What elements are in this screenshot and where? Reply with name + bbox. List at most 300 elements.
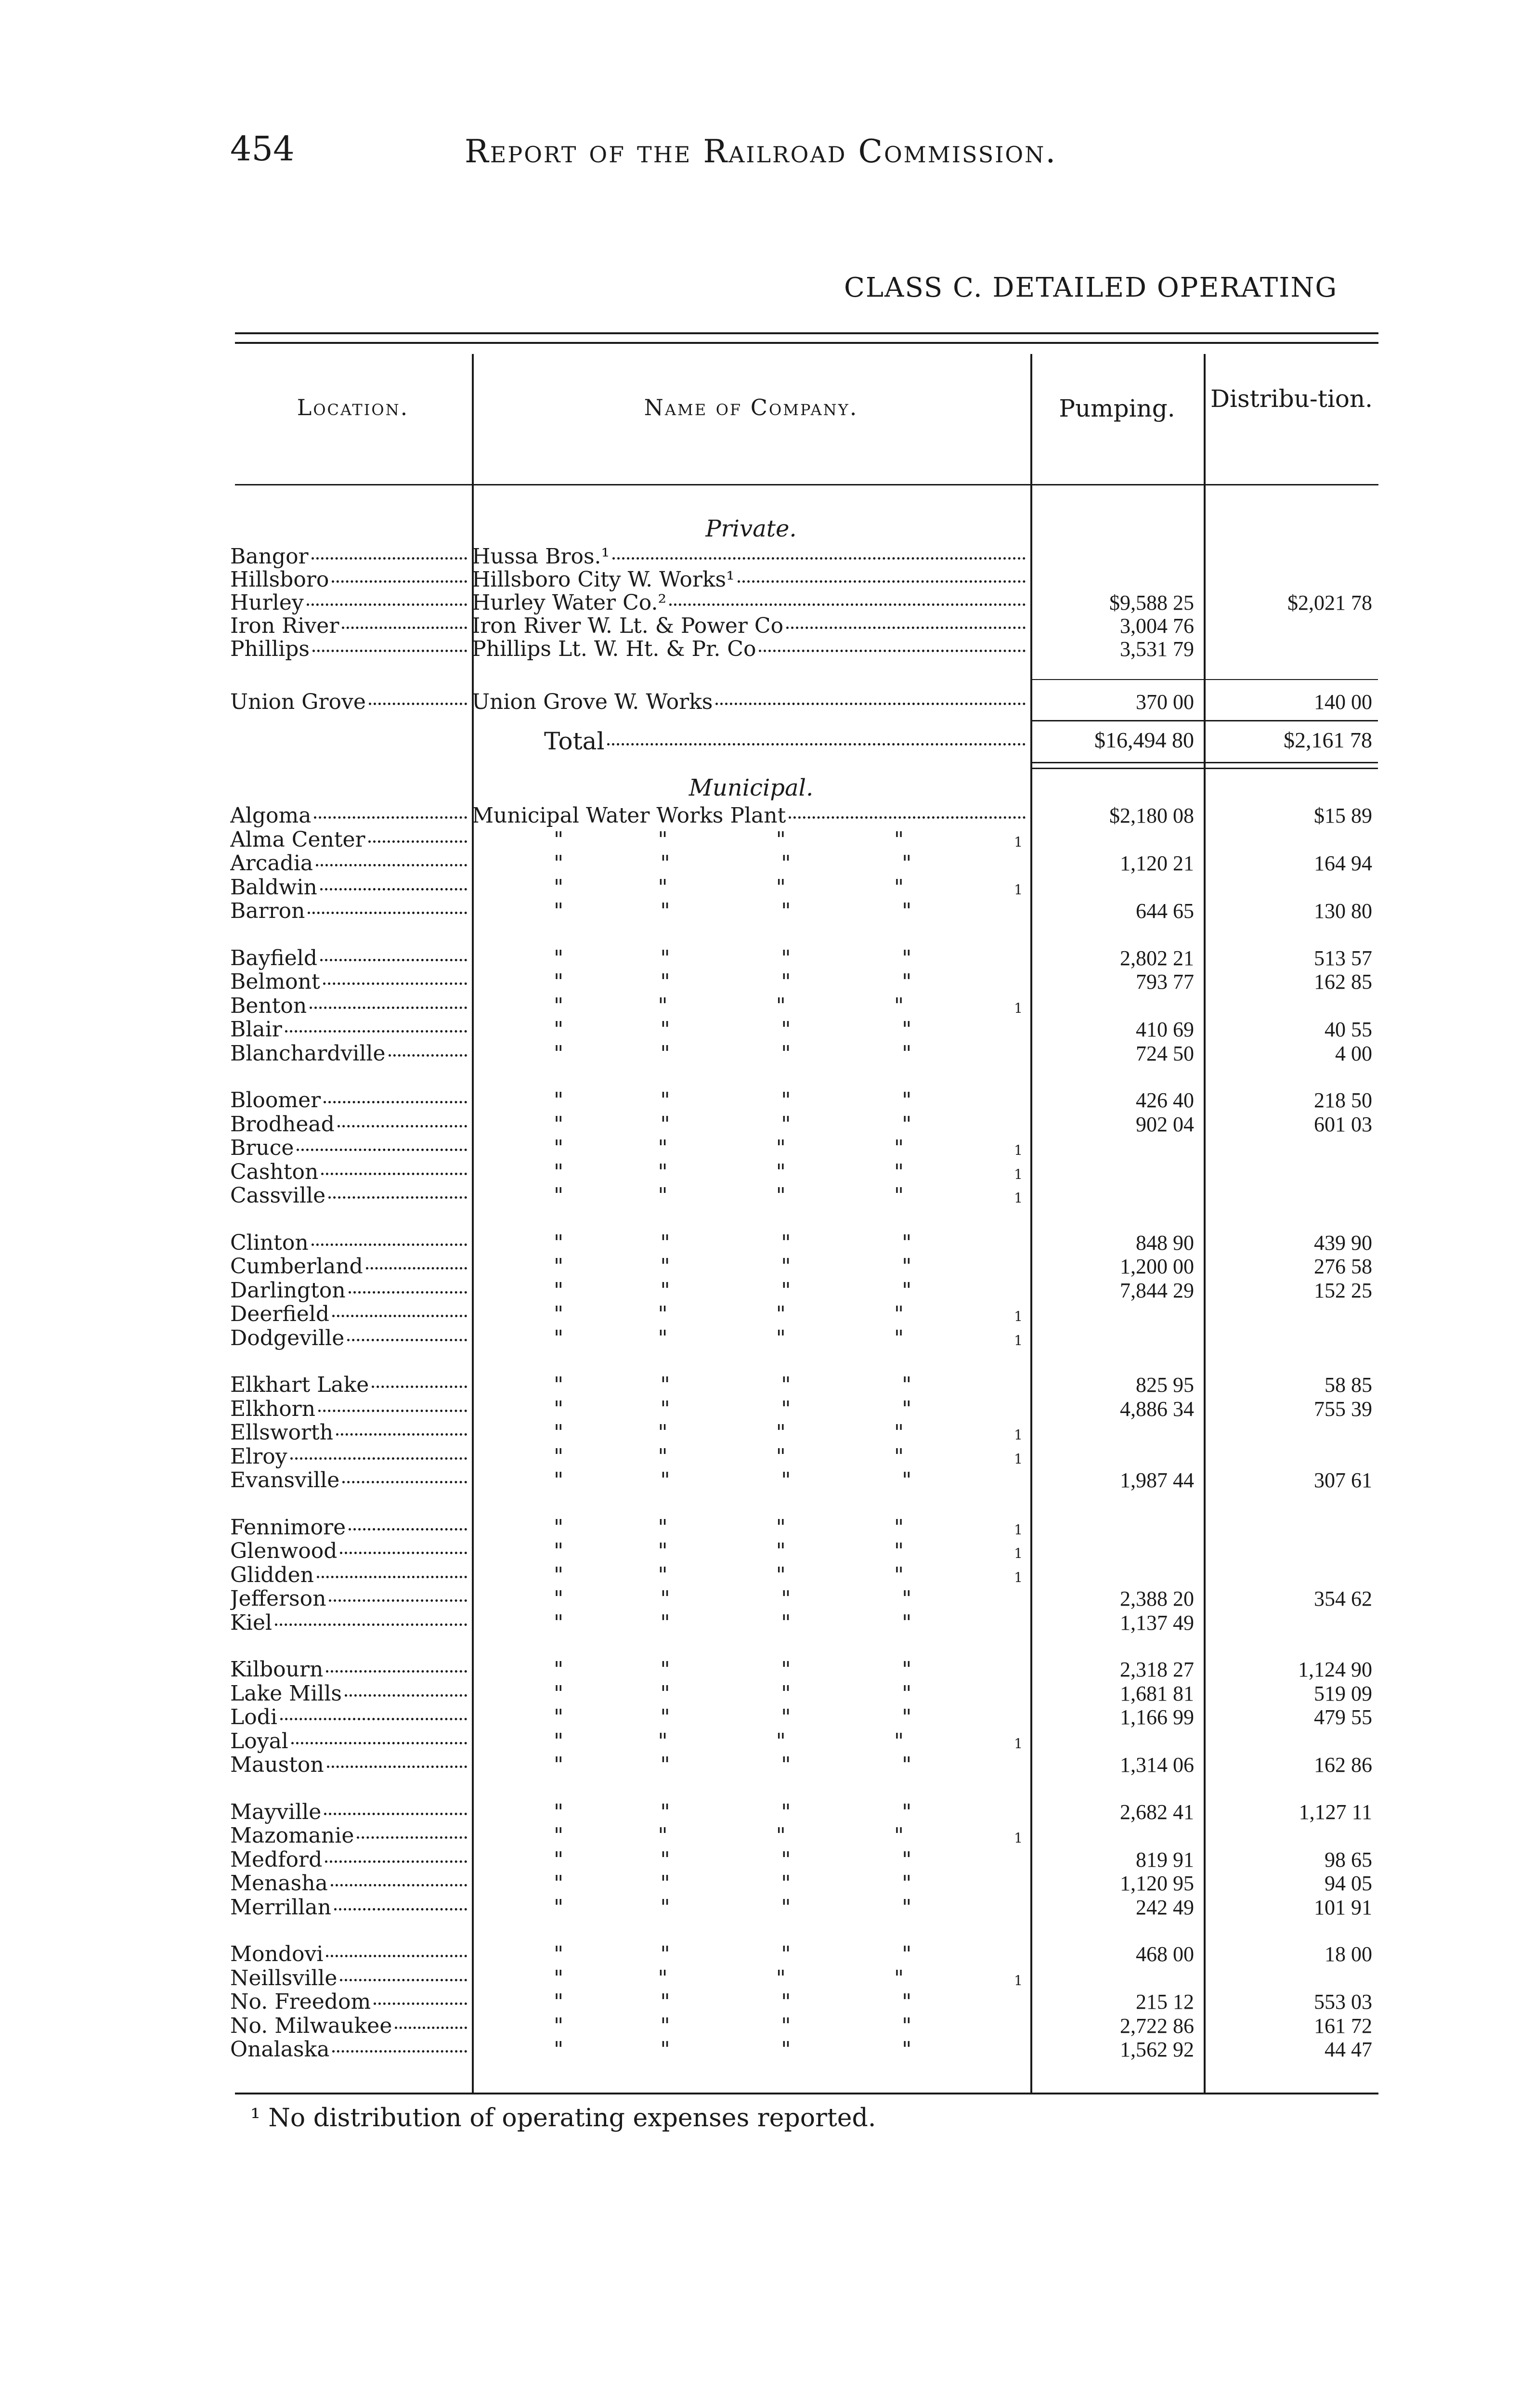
location-cell-text: Bloomer <box>230 1088 321 1112</box>
company-cell <box>472 803 1026 828</box>
ditto-mark: " <box>658 1823 668 1848</box>
location-cell <box>230 1515 467 1540</box>
distribution-cell-value: 18 00 <box>1325 1942 1372 1966</box>
ditto-mark: " <box>554 1895 564 1920</box>
ditto-cell <box>554 1586 1026 1611</box>
ditto-mark: " <box>781 1041 791 1066</box>
pumping-cell-value: 2,682 41 <box>1120 1800 1194 1824</box>
pumping-cell <box>1035 2014 1194 2038</box>
location-cell-text: Lake Mills <box>230 1681 342 1706</box>
ditto-mark: " <box>660 1278 670 1303</box>
pumping-cell-value: 1,987 44 <box>1120 1468 1194 1492</box>
location-cell <box>230 1823 467 1848</box>
ditto-mark: " <box>660 1681 670 1706</box>
ditto-mark: " <box>554 1753 564 1777</box>
ditto-mark: " <box>894 827 904 852</box>
col-divider-3 <box>1204 354 1206 2093</box>
ditto-mark: " <box>554 1729 564 1754</box>
pumping-cell-value: 1,120 21 <box>1120 851 1194 875</box>
ditto-mark: " <box>781 1088 791 1112</box>
ditto-mark: " <box>781 969 791 994</box>
ditto-mark: " <box>902 1800 912 1824</box>
leader-dots <box>307 603 467 606</box>
distribution-cell <box>1208 1326 1372 1328</box>
location-cell-text: Elkhorn <box>230 1397 316 1421</box>
ditto-mark: " <box>554 827 564 852</box>
location-cell-text: Blair <box>230 1017 282 1042</box>
location-cell-text: Blanchardville <box>230 1041 386 1066</box>
ditto-mark: " <box>902 969 912 994</box>
distribution-cell-value: 58 85 <box>1325 1373 1372 1397</box>
location-cell <box>230 1302 467 1326</box>
leader-dots <box>389 1054 467 1057</box>
leader-dots <box>314 816 467 819</box>
distribution-cell <box>1208 1966 1372 1968</box>
footnote-ref: 1 <box>1014 1190 1023 1206</box>
ditto-mark: " <box>660 1610 670 1635</box>
leader-dots <box>786 627 1026 629</box>
ditto-mark: " <box>660 2037 670 2062</box>
distribution-cell-value: 101 91 <box>1314 1896 1372 1919</box>
leader-dots <box>789 816 1026 819</box>
ditto-cell <box>554 827 1026 852</box>
ditto-cell <box>554 1230 1026 1255</box>
pumping-cell <box>1035 969 1194 994</box>
ditto-mark: " <box>776 1136 786 1160</box>
distribution-cell <box>1208 1160 1372 1162</box>
distribution-cell <box>1208 2014 1372 2038</box>
location-cell-text: Darlington <box>230 1278 346 1303</box>
distribution-cell-value: 98 65 <box>1325 1848 1372 1871</box>
company-cell <box>472 614 1026 638</box>
location-cell <box>230 946 467 970</box>
distribution-cell-value: 164 94 <box>1314 851 1372 875</box>
ditto-mark: " <box>554 1278 564 1303</box>
company-cell <box>472 590 1026 615</box>
pumping-cell <box>1035 1753 1194 1777</box>
ditto-mark: " <box>902 1230 912 1255</box>
pumping-cell <box>1035 1302 1194 1304</box>
leader-dots <box>310 1007 467 1009</box>
ditto-mark: " <box>660 1397 670 1421</box>
location-cell-text: Kilbourn <box>230 1657 324 1682</box>
location-cell-text: Alma Center <box>230 827 365 852</box>
ditto-mark: " <box>554 875 564 900</box>
leader-dots <box>332 1315 467 1317</box>
ditto-mark: " <box>902 1705 912 1729</box>
ditto-mark: " <box>902 1088 912 1112</box>
distribution-cell <box>1208 875 1372 877</box>
leader-dots <box>291 1742 467 1744</box>
ditto-mark: " <box>554 1183 564 1208</box>
location-cell <box>230 1373 467 1397</box>
pumping-cell <box>1035 946 1194 970</box>
ditto-mark: " <box>776 1420 786 1445</box>
location-cell <box>230 1966 467 1990</box>
distribution-cell-value: 162 85 <box>1314 970 1372 994</box>
location-cell-text: Hillsboro <box>230 567 329 592</box>
ditto-mark: " <box>660 1895 670 1920</box>
ditto-mark: " <box>894 1539 904 1563</box>
leader-dots <box>345 1694 467 1697</box>
distribution-cell-value: 4 00 <box>1335 1042 1372 1065</box>
distribution-cell-value: 140 00 <box>1314 690 1372 714</box>
location-cell-text: Phillips <box>230 637 310 661</box>
distribution-cell <box>1208 1586 1372 1611</box>
ditto-mark: " <box>554 1942 564 1966</box>
company-cell-text: Phillips Lt. W. Ht. & Pr. Co <box>472 637 756 661</box>
distribution-cell-value: 1,127 11 <box>1299 1800 1372 1824</box>
leader-dots <box>318 1410 467 1412</box>
ditto-mark: " <box>894 1302 904 1326</box>
pumping-cell <box>1035 1563 1194 1565</box>
ditto-cell <box>554 1397 1026 1421</box>
pumping-cell <box>1035 994 1194 996</box>
location-cell <box>230 1800 467 1824</box>
ditto-mark: " <box>776 1160 786 1184</box>
footnote-ref: 1 <box>1014 1333 1023 1348</box>
distribution-cell <box>1208 1895 1372 1920</box>
location-cell-text: Elkhart Lake <box>230 1373 369 1397</box>
ditto-mark: " <box>554 1681 564 1706</box>
distribution-cell <box>1208 1468 1372 1492</box>
pumping-cell-value: 370 00 <box>1136 690 1194 714</box>
ditto-mark: " <box>781 1254 791 1279</box>
location-cell <box>230 690 467 714</box>
ditto-mark: " <box>658 1160 668 1184</box>
ditto-mark: " <box>902 2014 912 2038</box>
ditto-mark: " <box>894 1563 904 1587</box>
pumping-cell <box>1035 1657 1194 1682</box>
pumping-cell <box>1035 1705 1194 1729</box>
pumping-cell <box>1035 851 1194 876</box>
location-cell-text: Dodgeville <box>230 1326 345 1350</box>
pumping-cell-value: 3,004 76 <box>1120 614 1194 638</box>
ditto-cell <box>554 1966 1026 1990</box>
leader-dots <box>320 959 467 961</box>
pumping-cell <box>1035 1230 1194 1255</box>
ditto-mark: " <box>554 1610 564 1635</box>
ditto-mark: " <box>894 1444 904 1469</box>
ditto-mark: " <box>658 1966 668 1990</box>
location-cell <box>230 1539 467 1563</box>
pumping-cell-value: 902 04 <box>1136 1112 1194 1136</box>
location-cell-text: Union Grove <box>230 690 366 714</box>
leader-dots <box>297 1149 467 1151</box>
location-cell-text: Ellsworth <box>230 1420 334 1445</box>
location-cell-text: Lodi <box>230 1705 277 1729</box>
location-cell <box>230 1681 467 1706</box>
leader-dots <box>275 1623 467 1626</box>
location-cell-text: Benton <box>230 994 307 1018</box>
location-cell <box>230 590 467 615</box>
pumping-cell <box>1035 2037 1194 2062</box>
company-cell <box>472 544 1026 569</box>
subtotal-rule <box>1030 679 1378 680</box>
leader-dots <box>369 703 467 705</box>
company-cell <box>472 690 1026 714</box>
pumping-cell <box>1035 1468 1194 1492</box>
leader-dots <box>334 1908 467 1911</box>
leader-dots <box>326 1670 467 1673</box>
location-cell-text: Evansville <box>230 1468 340 1492</box>
ditto-mark: " <box>902 1468 912 1492</box>
pumping-cell-value: 1,681 81 <box>1120 1682 1194 1705</box>
pumping-cell <box>1035 1895 1194 1920</box>
location-cell-text: Cassville <box>230 1183 326 1208</box>
distribution-cell <box>1208 1539 1372 1541</box>
leader-dots <box>328 1196 467 1199</box>
distribution-cell <box>1208 1136 1372 1138</box>
ditto-mark: " <box>776 1563 786 1587</box>
location-cell-text: Bayfield <box>230 946 318 970</box>
ditto-mark: " <box>554 1397 564 1421</box>
leader-dots <box>395 2027 467 2029</box>
ditto-cell <box>554 1278 1026 1303</box>
pumping-cell <box>1035 1041 1194 1066</box>
pumping-cell <box>1035 899 1194 923</box>
leader-dots <box>280 1718 467 1720</box>
ditto-mark: " <box>781 851 791 876</box>
distribution-cell-value: 553 03 <box>1314 1990 1372 2014</box>
location-cell <box>230 637 467 661</box>
ditto-cell <box>554 969 1026 994</box>
ditto-mark: " <box>660 899 670 923</box>
ditto-mark: " <box>554 1539 564 1563</box>
footnote-ref: 1 <box>1014 1309 1023 1324</box>
ditto-mark: " <box>781 1681 791 1706</box>
ditto-cell <box>554 1705 1026 1729</box>
pumping-cell-value: 242 49 <box>1136 1896 1194 1919</box>
distribution-cell <box>1208 827 1372 830</box>
ditto-mark: " <box>660 1753 670 1777</box>
ditto-mark: " <box>658 1515 668 1540</box>
ditto-mark: " <box>554 1847 564 1872</box>
location-cell-text: Onalaska <box>230 2037 330 2062</box>
ditto-mark: " <box>554 851 564 876</box>
distribution-cell <box>1208 994 1372 996</box>
ditto-mark: " <box>660 1871 670 1896</box>
ditto-mark: " <box>781 946 791 970</box>
location-cell <box>230 1041 467 1066</box>
ditto-mark: " <box>554 1112 564 1137</box>
ditto-mark: " <box>658 1729 668 1754</box>
location-cell-text: Jefferson <box>230 1586 326 1611</box>
ditto-mark: " <box>781 1942 791 1966</box>
footnote-ref: 1 <box>1014 834 1023 850</box>
leader-dots <box>321 1173 467 1175</box>
ditto-cell <box>554 1326 1026 1350</box>
pumping-cell <box>1035 1729 1194 1731</box>
distribution-cell-value: 40 55 <box>1325 1018 1372 1041</box>
pumping-cell <box>1035 1871 1194 1896</box>
pumping-cell-value: 2,318 27 <box>1120 1658 1194 1681</box>
pumping-cell-value: 825 95 <box>1136 1373 1194 1397</box>
distribution-cell <box>1208 899 1372 923</box>
ditto-mark: " <box>658 1444 668 1469</box>
distribution-cell <box>1208 1397 1372 1421</box>
ditto-mark: " <box>776 1729 786 1754</box>
ditto-mark: " <box>902 1397 912 1421</box>
ditto-mark: " <box>660 1017 670 1042</box>
ditto-mark: " <box>554 1373 564 1397</box>
distribution-cell <box>1208 1041 1372 1066</box>
location-cell <box>230 969 467 994</box>
pumping-cell <box>1035 637 1194 661</box>
location-cell-text: Glidden <box>230 1563 314 1587</box>
ditto-mark: " <box>554 1800 564 1824</box>
pumping-cell <box>1035 1800 1194 1824</box>
location-cell-text: Neillsville <box>230 1966 338 1990</box>
distribution-cell <box>1208 1871 1372 1896</box>
pumping-cell <box>1035 803 1194 828</box>
ditto-mark: " <box>902 1753 912 1777</box>
pumping-cell <box>1035 614 1194 638</box>
ditto-mark: " <box>776 827 786 852</box>
ditto-mark: " <box>554 1657 564 1682</box>
footnote-ref: 1 <box>1014 1545 1023 1561</box>
distribution-cell-value: 152 25 <box>1314 1279 1372 1302</box>
leader-dots <box>312 1243 467 1246</box>
ditto-mark: " <box>660 1088 670 1112</box>
location-cell-text: Algoma <box>230 803 312 828</box>
pumping-cell <box>1035 1254 1194 1279</box>
ditto-cell <box>554 994 1026 1018</box>
pumping-cell-value: 2,722 86 <box>1120 2014 1194 2038</box>
distribution-cell-value: 276 58 <box>1314 1255 1372 1278</box>
ditto-mark: " <box>902 1657 912 1682</box>
ditto-mark: " <box>894 994 904 1018</box>
ditto-mark: " <box>902 1895 912 1920</box>
pumping-cell-value: 426 40 <box>1136 1088 1194 1112</box>
ditto-mark: " <box>776 1326 786 1350</box>
footnote-ref: 1 <box>1014 1451 1023 1467</box>
ditto-mark: " <box>660 851 670 876</box>
company-cell-text: Union Grove W. Works <box>472 690 713 714</box>
location-cell-text: Mauston <box>230 1753 324 1777</box>
ditto-mark: " <box>902 1681 912 1706</box>
ditto-mark: " <box>894 1160 904 1184</box>
ditto-mark: " <box>660 1468 670 1492</box>
distribution-cell-value: 307 61 <box>1314 1468 1372 1492</box>
ditto-mark: " <box>660 1657 670 1682</box>
distribution-cell <box>1208 1753 1372 1777</box>
ditto-mark: " <box>902 2037 912 2062</box>
leader-dots <box>332 580 467 583</box>
ditto-mark: " <box>776 1183 786 1208</box>
ditto-mark: " <box>776 1539 786 1563</box>
col-header-company: Name of Company. <box>644 394 858 420</box>
ditto-mark: " <box>554 1041 564 1066</box>
location-cell-text: Deerfield <box>230 1302 330 1326</box>
ditto-mark: " <box>894 1823 904 1848</box>
location-cell <box>230 1136 467 1160</box>
footnote-ref: 1 <box>1014 1830 1023 1846</box>
location-cell <box>230 1586 467 1611</box>
ditto-cell <box>554 1468 1026 1492</box>
pumping-cell <box>1035 1373 1194 1397</box>
ditto-mark: " <box>554 1515 564 1540</box>
distribution-cell <box>1208 969 1372 994</box>
ditto-mark: " <box>902 1041 912 1066</box>
leader-dots <box>324 1813 467 1815</box>
location-cell <box>230 1254 467 1279</box>
ditto-mark: " <box>554 1823 564 1848</box>
ditto-mark: " <box>902 1373 912 1397</box>
ditto-cell <box>554 1041 1026 1066</box>
distribution-cell-value: 162 86 <box>1314 1753 1372 1777</box>
location-cell-text: Loyal <box>230 1729 288 1754</box>
leader-dots <box>325 1860 467 1863</box>
ditto-mark: " <box>554 1989 564 2014</box>
distribution-cell <box>1208 544 1372 547</box>
distribution-cell-value: 755 39 <box>1314 1397 1372 1421</box>
class-heading: CLASS C. DETAILED OPERATING <box>844 272 1338 303</box>
leader-dots <box>349 1528 467 1531</box>
ditto-mark: " <box>554 1705 564 1729</box>
ditto-cell <box>554 1254 1026 1279</box>
distribution-cell <box>1208 1657 1372 1682</box>
company-cell-text: Hurley Water Co.² <box>472 590 667 615</box>
distribution-cell-value: $15 89 <box>1314 804 1372 827</box>
location-cell-text: Clinton <box>230 1230 309 1255</box>
ditto-mark: " <box>660 1112 670 1137</box>
pumping-cell-value: 1,166 99 <box>1120 1705 1194 1729</box>
ditto-cell <box>554 1136 1026 1160</box>
ditto-cell <box>554 2014 1026 2038</box>
ditto-cell <box>554 1112 1026 1137</box>
ditto-mark: " <box>554 2037 564 2062</box>
location-cell-text: Kiel <box>230 1610 273 1635</box>
ditto-mark: " <box>554 1444 564 1469</box>
ditto-cell <box>554 851 1026 876</box>
leader-dots <box>338 1125 467 1127</box>
footnote-ref: 1 <box>1014 1427 1023 1443</box>
leader-dots <box>329 1599 467 1602</box>
location-cell <box>230 1278 467 1303</box>
ditto-cell <box>554 1871 1026 1896</box>
pumping-cell-value: 1,314 06 <box>1120 1753 1194 1777</box>
section-municipal: Municipal. <box>689 774 814 801</box>
distribution-cell <box>1208 1254 1372 1279</box>
distribution-cell <box>1208 1017 1372 1042</box>
ditto-mark: " <box>902 1112 912 1137</box>
pumping-cell <box>1035 1160 1194 1162</box>
ditto-mark: " <box>554 1017 564 1042</box>
ditto-mark: " <box>554 1966 564 1990</box>
location-cell-text: Barron <box>230 899 305 923</box>
pumping-cell-value: 2,802 21 <box>1120 946 1194 970</box>
distribution-cell <box>1208 567 1372 570</box>
ditto-mark: " <box>554 1563 564 1587</box>
page-number: 454 <box>230 129 295 169</box>
location-cell <box>230 1088 467 1112</box>
footnote-ref: 1 <box>1014 1570 1023 1585</box>
ditto-mark: " <box>902 946 912 970</box>
pumping-cell <box>1035 1966 1194 1968</box>
location-cell-text: Bruce <box>230 1136 294 1160</box>
distribution-cell-value: 1,124 90 <box>1298 1658 1372 1681</box>
table-top-rule-2 <box>235 342 1378 344</box>
location-cell-text: Cashton <box>230 1160 319 1184</box>
ditto-mark: " <box>902 1989 912 2014</box>
leader-dots <box>326 1955 467 1957</box>
ditto-mark: " <box>781 1017 791 1042</box>
location-cell <box>230 1871 467 1896</box>
distribution-cell-value: 130 80 <box>1314 899 1372 923</box>
location-cell <box>230 851 467 876</box>
leader-dots <box>312 557 467 560</box>
